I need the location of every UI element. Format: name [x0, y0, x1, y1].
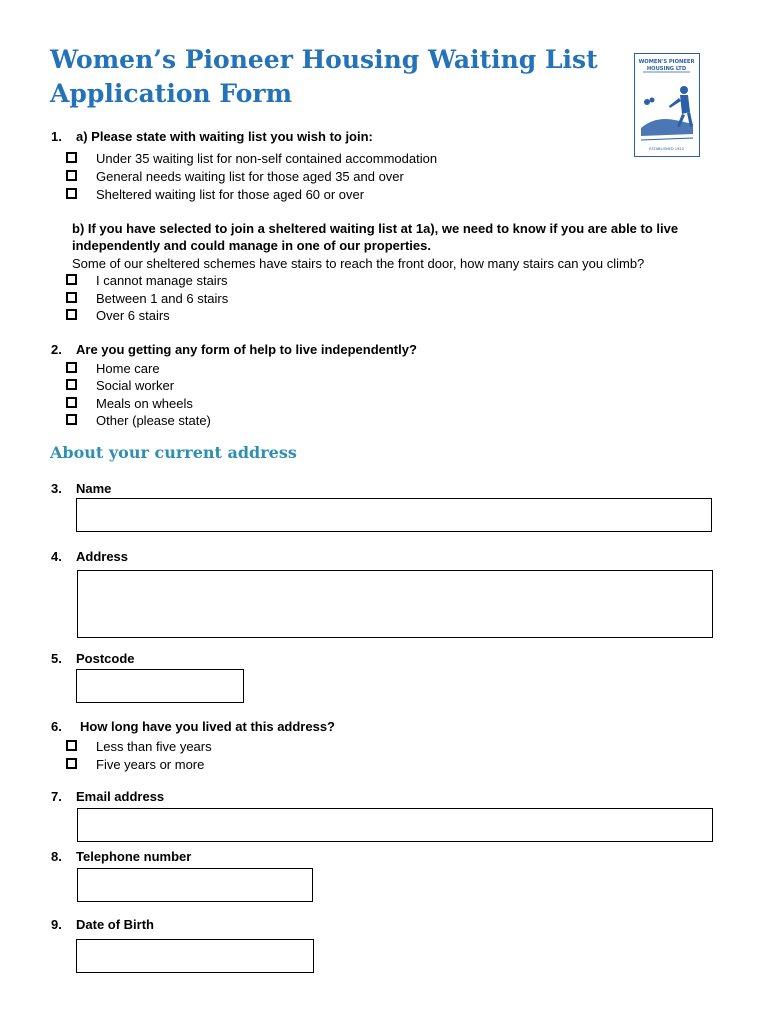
q1-number: 1. — [51, 129, 62, 144]
q9-label: Date of Birth — [76, 917, 154, 932]
q6-heading — [51, 719, 335, 735]
q9-heading — [51, 917, 154, 933]
q1-stairs-prompt: Some of our sheltered schemes have stairs to reach the front door, how many stairs can you climb? — [72, 256, 645, 271]
q6-option-five-years-or-more[interactable] — [66, 756, 204, 773]
logo-bottom-text: ESTABLISHED 1920 — [649, 147, 684, 151]
q2-option-home-care[interactable] — [66, 360, 160, 377]
logo-top-text-1: WOMEN'S PIONEER — [638, 59, 695, 65]
option-label: Over 6 stairs — [96, 307, 170, 323]
q1b-option-no-stairs[interactable] — [66, 272, 228, 289]
q2-option-other[interactable] — [66, 412, 211, 429]
telephone-input[interactable] — [77, 868, 313, 902]
option-label: Five years or more — [96, 756, 205, 772]
q1-heading — [51, 129, 373, 145]
option-label: Between 1 and 6 stairs — [96, 290, 229, 306]
q1b-option-1-to-6-stairs[interactable] — [66, 290, 228, 307]
q6-option-less-than-five-years[interactable] — [66, 738, 212, 755]
q1a-option-sheltered[interactable] — [66, 186, 364, 203]
q8-heading — [51, 849, 191, 865]
checkbox[interactable] — [66, 740, 77, 751]
q7-heading — [51, 789, 164, 805]
q1-part-a-label: a) Please state with waiting list you wish to join: — [76, 129, 373, 144]
option-label: Under 35 waiting list for non-self contained accommodation — [96, 150, 438, 166]
q8-label: Telephone number — [76, 849, 192, 864]
q1a-option-under-35[interactable] — [66, 150, 437, 167]
checkbox[interactable] — [66, 170, 77, 181]
q6-number: 6. — [51, 719, 62, 734]
logo-emblem-icon — [635, 54, 698, 155]
q9-number: 9. — [51, 917, 62, 932]
checkbox[interactable] — [66, 309, 77, 320]
checkbox[interactable] — [66, 188, 77, 199]
q7-label: Email address — [76, 789, 165, 804]
checkbox[interactable] — [66, 758, 77, 769]
q1a-option-general-needs[interactable] — [66, 168, 404, 185]
q3-label: Name — [76, 481, 112, 496]
option-label: Less than five years — [96, 738, 212, 754]
q2-number: 2. — [51, 342, 62, 357]
q8-number: 8. — [51, 849, 62, 864]
email-input[interactable] — [77, 808, 713, 842]
checkbox[interactable] — [66, 379, 77, 390]
checkbox[interactable] — [66, 397, 77, 408]
section-title-current-address: About your current address — [50, 443, 297, 462]
name-input[interactable] — [76, 498, 712, 532]
checkbox[interactable] — [66, 292, 77, 303]
q2-option-meals-on-wheels[interactable] — [66, 395, 193, 412]
q2-option-social-worker[interactable] — [66, 377, 174, 394]
q1-part-b-label: b) If you have selected to join a sheltered waiting list at 1a), we need to know if you are able to live independently and could manage in one of our properties. — [72, 221, 679, 253]
q4-label: Address — [76, 549, 129, 564]
option-label: Sheltered waiting list for those aged 60 or over — [96, 186, 365, 202]
q1b-option-over-6-stairs[interactable] — [66, 307, 170, 324]
q4-number: 4. — [51, 549, 62, 564]
checkbox[interactable] — [66, 152, 77, 163]
postcode-input[interactable] — [76, 669, 244, 703]
option-label: Home care — [96, 360, 160, 376]
q4-heading — [51, 549, 128, 565]
q5-heading — [51, 651, 135, 667]
option-label: General needs waiting list for those aged 35 and over — [96, 168, 404, 184]
option-label: Meals on wheels — [96, 395, 193, 411]
address-textarea[interactable] — [77, 570, 713, 638]
option-label: Social worker — [96, 377, 175, 393]
logo-top-text-2: HOUSING LTD — [646, 66, 687, 72]
date-of-birth-input[interactable] — [76, 939, 314, 973]
checkbox[interactable] — [66, 362, 77, 373]
option-label: Other (please state) — [96, 412, 211, 428]
q5-number: 5. — [51, 651, 62, 666]
checkbox[interactable] — [66, 274, 77, 285]
q3-number: 3. — [51, 481, 62, 496]
q3-heading — [51, 481, 111, 497]
option-label: I cannot manage stairs — [96, 272, 228, 288]
q6-label: How long have you lived at this address? — [80, 719, 335, 734]
organisation-logo — [634, 53, 700, 157]
q7-number: 7. — [51, 789, 62, 804]
q2-label: Are you getting any form of help to live independently? — [76, 342, 417, 357]
q2-heading — [51, 342, 417, 358]
checkbox[interactable] — [66, 414, 77, 425]
q5-label: Postcode — [76, 651, 135, 666]
form-title: Women’s Pioneer Housing Waiting List Application Form — [50, 45, 598, 108]
